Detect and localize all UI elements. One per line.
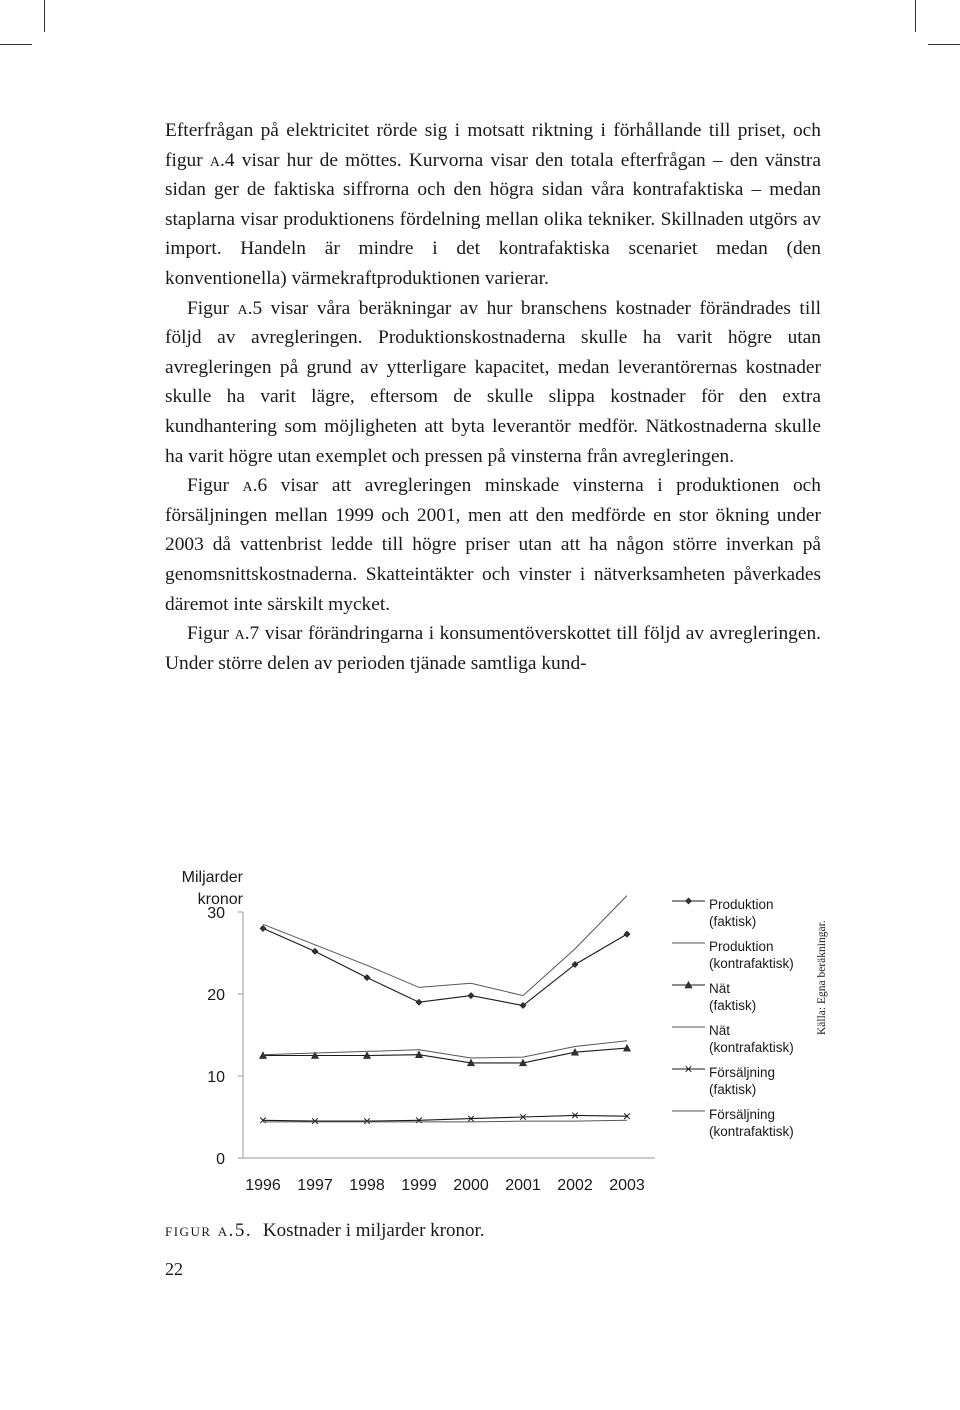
y-tick-label: 0	[216, 1151, 225, 1168]
caption-text: Kostnader i miljarder kronor.	[262, 1220, 485, 1241]
x-tick-label: 1997	[297, 1177, 333, 1192]
chart-legend	[672, 896, 822, 1148]
legend-swatch	[672, 1064, 705, 1074]
legend-label-line2: (faktisk)	[709, 998, 757, 1013]
legend-swatch-marker	[686, 898, 692, 904]
paragraph-text-segment: .4 visar hur de möttes. Kurvorna visar den totala efterfrågan – den vänstra sidan ger de faktiska siffrorna och den högra sidan våra kontrafaktiska – medan staplarna visar produktionens fördelning mellan olika tekniker. Skillnaden utgörs av import. Handeln är mindre i det kontrafaktiska scenariet medan (den konventionella) värmekraftproduktionen varierar.	[165, 149, 821, 289]
paragraph	[165, 294, 821, 472]
paragraph-text-segment: a	[242, 475, 253, 497]
paragraph	[165, 116, 821, 294]
data-point-marker	[624, 931, 630, 937]
legend-label	[709, 1064, 829, 1098]
crop-mark-top-right-h	[928, 44, 960, 45]
paragraph-text-segment: a	[237, 297, 248, 319]
legend-label-line1: Försäljning	[709, 1065, 776, 1080]
y-tick-label: 30	[207, 905, 225, 922]
legend-label-line2: (kontrafaktisk)	[709, 956, 794, 971]
paragraph-text-segment: .7 visar förändringarna i konsumentöverskottet till följd av avregleringen. Under större delen av perioden tjänade samtliga kund-	[165, 623, 821, 674]
legend-label	[709, 1022, 829, 1056]
legend-label-line1: Försäljning	[709, 1107, 776, 1122]
y-tick-label: 20	[207, 987, 225, 1004]
legend-item	[672, 980, 822, 1022]
data-point-marker	[312, 948, 318, 954]
x-tick-label: 2002	[557, 1177, 593, 1192]
x-tick-label: 2003	[609, 1177, 645, 1192]
data-point-marker	[364, 975, 370, 981]
legend-label-line1: Nät	[709, 981, 731, 996]
legend-swatch	[672, 980, 705, 990]
legend-label-line2: (faktisk)	[709, 1082, 757, 1097]
legend-swatch	[672, 896, 705, 906]
source-note: Källa: Egna beräkningar.	[816, 920, 828, 1035]
paragraph-text-segment: a	[209, 149, 221, 171]
legend-swatch	[672, 1022, 705, 1032]
crop-mark-top-right	[915, 0, 916, 32]
legend-swatch	[672, 938, 705, 948]
x-tick-label: 1998	[349, 1177, 385, 1192]
legend-swatch	[672, 1106, 705, 1116]
paragraph-text-segment: Figur	[187, 297, 238, 319]
legend-label-line1: Produktion	[709, 897, 774, 912]
y-axis-label-line1: Miljarder	[181, 869, 243, 886]
legend-label	[709, 896, 829, 930]
crop-mark-top-left-h	[0, 44, 32, 45]
y-tick-label: 10	[207, 1069, 225, 1086]
legend-item	[672, 1022, 822, 1064]
data-point-marker	[416, 999, 422, 1005]
paragraph	[165, 471, 821, 619]
legend-label	[709, 980, 829, 1014]
paragraph-text-segment: Figur	[187, 475, 243, 497]
data-point-marker	[468, 993, 474, 999]
paragraph-text-segment: .5 visar våra beräkningar av hur branschens kostnader förändrades till följd av avregleringen. Produktionskostnaderna skulle ha varit högre utan avregleringen på grund av ytterligare kapacitet, medan leverantörernas kostnader skulle ha varit lägre, eftersom de skulle slippa kostnader för den extra kundhantering som möjligheten att byta leverantör medför. Nätkostnaderna skulle ha varit högre utan exemplet och pressen på vinsterna från avregleringen.	[165, 297, 821, 467]
legend-label-line2: (faktisk)	[709, 914, 757, 929]
legend-item	[672, 938, 822, 980]
paragraph-text-segment: .6 visar att avregleringen minskade vinsterna i produktionen och försäljningen mellan 1999 och 2001, men att den medförde en stor ökning under 2003 då vattenbrist ledde till högre priser utan att ha någon större inverkan på genomsnittskostnaderna. Skatteintäkter och vinster i nätverksamheten påverkades däremot inte särskilt mycket.	[165, 475, 821, 615]
legend-label-line1: Produktion	[709, 939, 774, 954]
legend-item	[672, 1064, 822, 1106]
crop-mark-top-left	[44, 0, 45, 32]
body-text	[165, 116, 821, 678]
data-point-marker	[260, 925, 266, 931]
x-tick-label: 2000	[453, 1177, 489, 1192]
legend-label-line1: Nät	[709, 1023, 731, 1038]
legend-label-line2: (kontrafaktisk)	[709, 1040, 794, 1055]
legend-label	[709, 1106, 829, 1140]
paragraph-text-segment: Efterfrågan på elektricitet rörde sig i motsatt riktning i förhållande till priset, och figur	[165, 120, 821, 171]
legend-label-line2: (kontrafaktisk)	[709, 1124, 794, 1139]
y-axis-label	[163, 867, 243, 911]
x-tick-label: 1996	[245, 1177, 281, 1192]
series-line	[263, 896, 627, 996]
paragraph	[165, 619, 821, 678]
legend-item	[672, 896, 822, 938]
paragraph-text-segment: a	[234, 623, 245, 645]
x-tick-label: 1999	[401, 1177, 437, 1192]
caption-label: figur a.5.	[165, 1220, 253, 1241]
page-number: 22	[165, 1259, 183, 1279]
figure-caption	[165, 1219, 485, 1243]
paragraph-text-segment: Figur	[187, 623, 235, 645]
figure-a5	[160, 862, 840, 1192]
x-tick-label: 2001	[505, 1177, 541, 1192]
legend-label	[709, 938, 829, 972]
legend-item	[672, 1106, 822, 1148]
series-line	[263, 928, 627, 1005]
y-axis-label-line2: kronor	[197, 891, 243, 908]
